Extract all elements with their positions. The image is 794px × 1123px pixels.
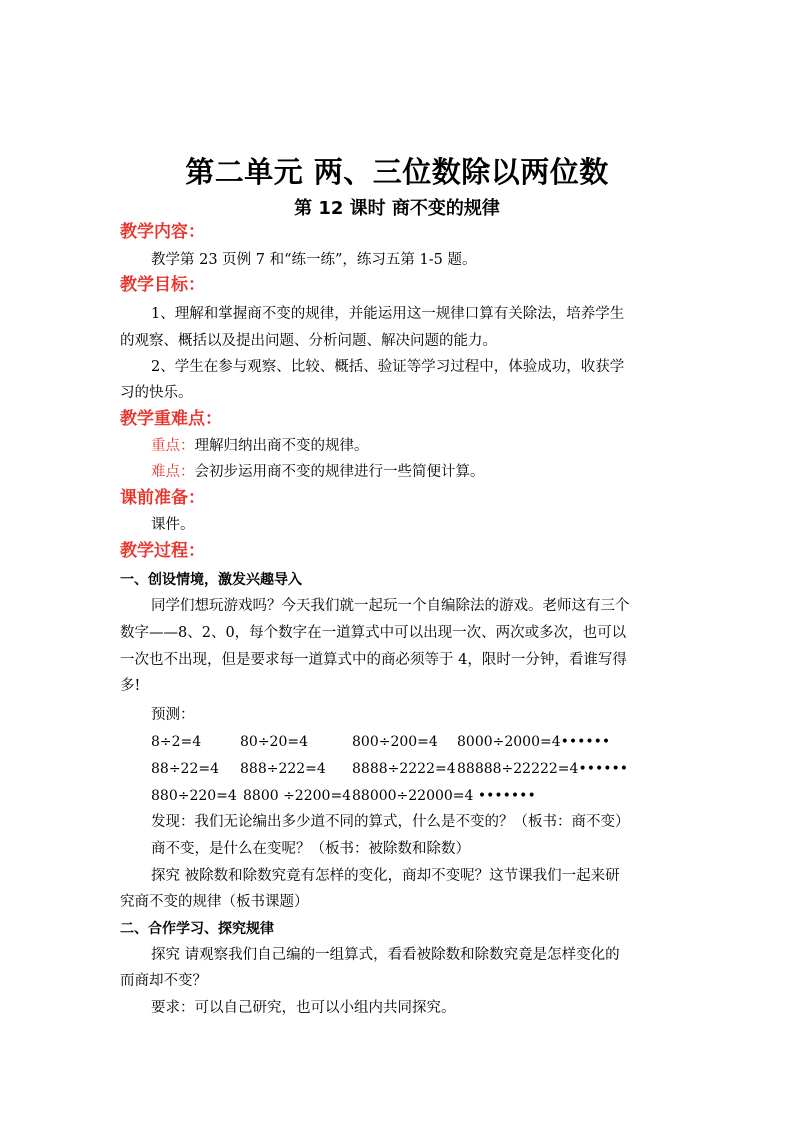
- goal1-line2: 的观察、概括以及提出问题、分析问题、解决问题的能力。: [120, 333, 497, 349]
- explore2-line2: 而商却不变？: [120, 973, 207, 989]
- goal2-line2: 习的快乐。: [120, 385, 193, 401]
- equation: 8888÷2222=4: [352, 761, 456, 777]
- equation: 8800 ÷2200=4: [243, 788, 352, 804]
- prep-text: 课件。: [151, 517, 195, 533]
- difficulty-text: 会初步运用商不变的规律进行一些简便计算。: [194, 464, 485, 480]
- goal1-line1: 1、理解和掌握商不变的规律，并能运用这一规律口算有关除法，培养学生: [151, 306, 625, 322]
- equation: 80÷20=4: [240, 734, 308, 750]
- equation: 88000÷22000=4 •••••••: [352, 788, 536, 804]
- explore-line1: 探究 被除数和除数究竟有怎样的变化，商却不变呢？这节课我们一起来研: [151, 868, 620, 884]
- lesson-subtitle: 第 12 课时 商不变的规律: [294, 198, 500, 219]
- equation: 88888÷22222=4••••••: [457, 761, 628, 777]
- explore-line2: 究商不变的规律（板书课题）: [120, 894, 309, 910]
- goals-heading: 教学目标：: [120, 275, 205, 295]
- key-point: [151, 436, 369, 456]
- content-heading: 教学内容：: [120, 222, 205, 242]
- paragraph1-line2: 数字——8、2、0，每个数字在一道算式中可以出现一次、两次或多次，也可以: [120, 625, 627, 641]
- equation: 880÷220=4: [151, 788, 237, 804]
- content-text: 教学第 23 页例 7 和“练一练”，练习五第 1-5 题。: [151, 252, 477, 268]
- process-heading: 教学过程：: [120, 541, 205, 561]
- section2-heading: 二、合作学习、探究规律: [120, 921, 274, 937]
- difficulty-label: 难点：: [151, 464, 195, 480]
- discovery-line2: 商不变，是什么在变呢？（板书：被除数和除数）: [151, 841, 470, 857]
- goal2-line1: 2、学生在参与观察、比较、概括、验证等学习过程中，体验成功，收获学: [151, 359, 625, 375]
- difficulty-point: [151, 462, 485, 482]
- prep-heading: 课前准备：: [120, 488, 205, 508]
- equation: 8000÷2000=4••••••: [457, 734, 611, 750]
- predict-label: 预测：: [151, 707, 195, 723]
- key-heading: 教学重难点：: [120, 409, 222, 429]
- equation: 888÷222=4: [240, 761, 326, 777]
- key-text: 理解归纳出商不变的规律。: [194, 438, 369, 454]
- discovery-line1: 发现：我们无论编出多少道不同的算式，什么是不变的？（板书：商不变）: [151, 814, 630, 830]
- paragraph1-line3: 一次也不出现，但是要求每一道算式中的商必须等于 4，限时一分钟，看谁写得: [120, 652, 627, 668]
- requirement-text: 要求：可以自己研究，也可以小组内共同探究。: [151, 1000, 456, 1016]
- paragraph1-line1: 同学们想玩游戏吗？今天我们就一起玩一个自编除法的游戏。老师这有三个: [151, 598, 630, 614]
- paragraph1-line4: 多!: [120, 678, 141, 694]
- key-label: 重点：: [151, 438, 195, 454]
- equation: 88÷22=4: [151, 761, 219, 777]
- explore2-line1: 探究 请观察我们自己编的一组算式，看看被除数和除数究竟是怎样变化的: [151, 947, 620, 963]
- equation: 8÷2=4: [151, 734, 202, 750]
- section1-heading: 一、创设情境，激发兴趣导入: [120, 572, 302, 588]
- equation: 800÷200=4: [352, 734, 438, 750]
- unit-title: 第二单元 两、三位数除以两位数: [185, 155, 609, 189]
